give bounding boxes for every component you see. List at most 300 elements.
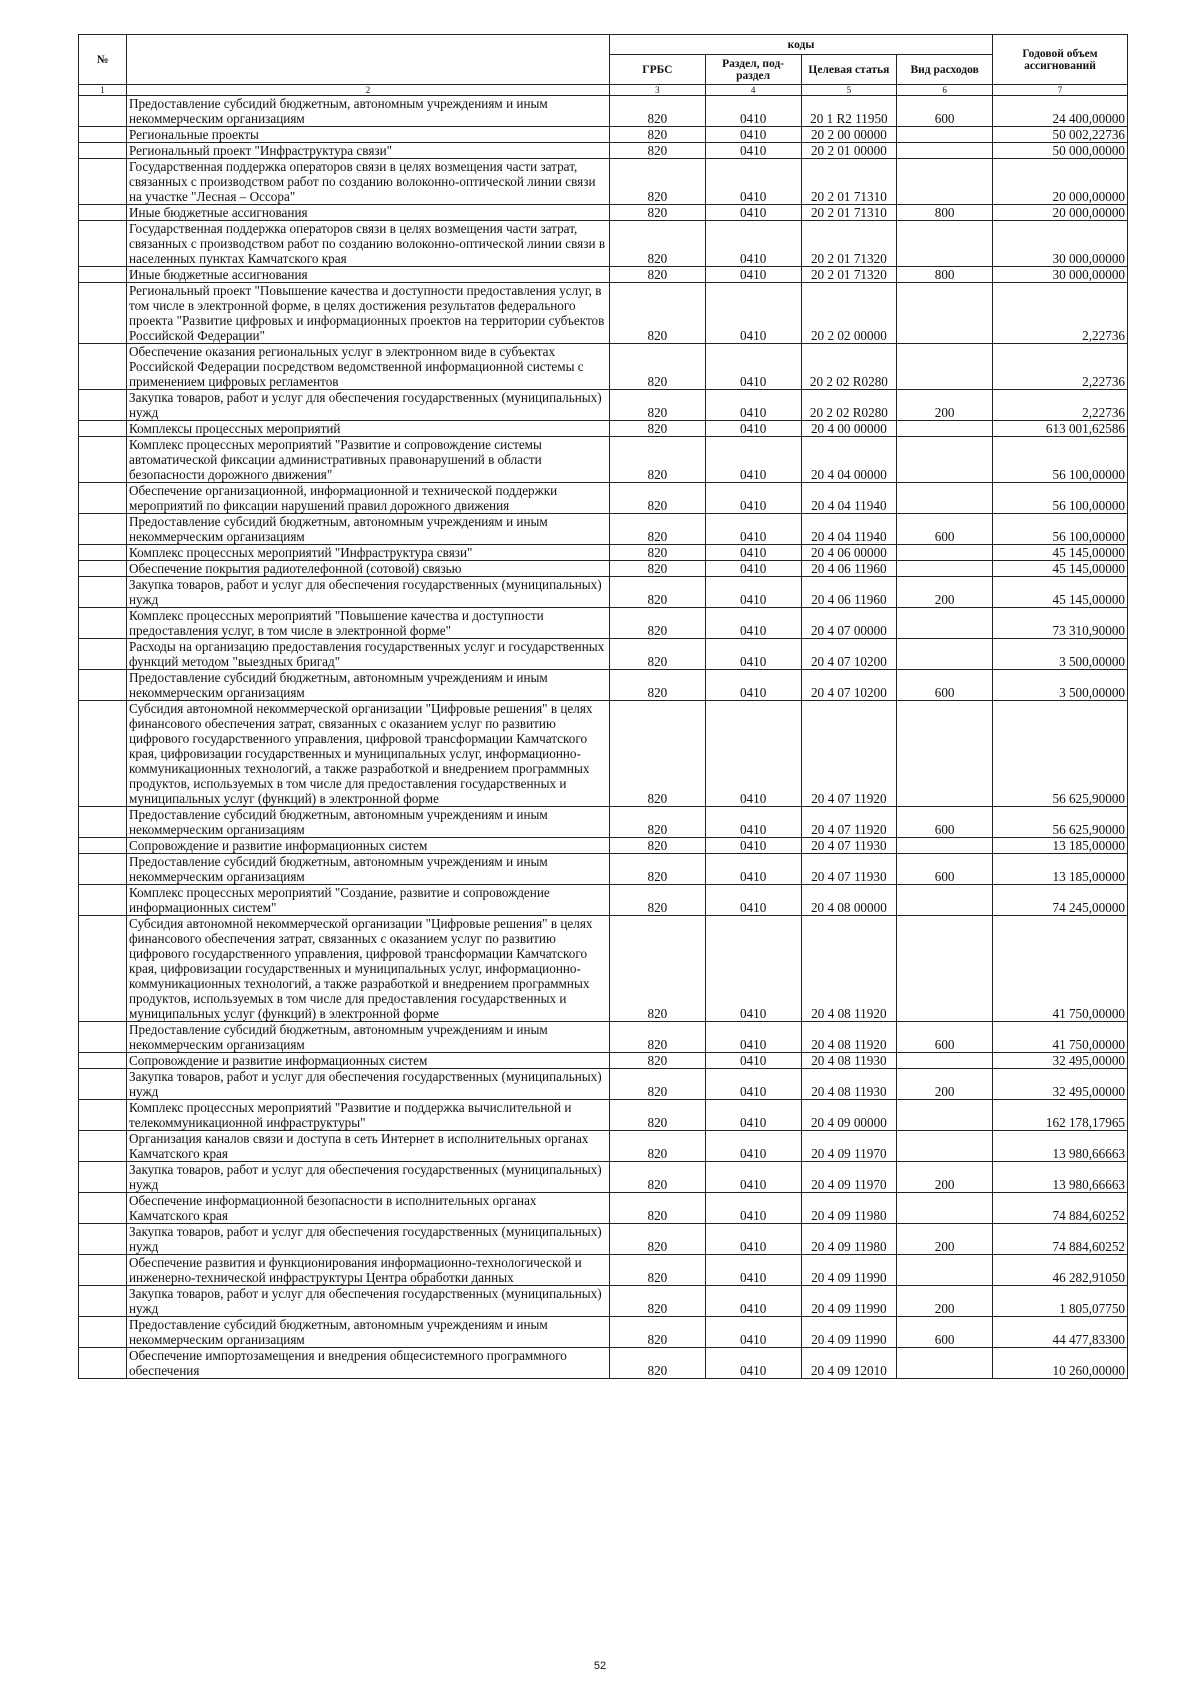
- table-row: [79, 1348, 1128, 1379]
- row-amount: 45 145,00000: [993, 545, 1128, 561]
- row-vid: 600: [897, 854, 993, 885]
- row-tselevaya: 20 2 01 71320: [801, 221, 897, 267]
- row-tselevaya: 20 4 09 00000: [801, 1100, 897, 1131]
- row-name: Иные бюджетные ассигнования: [127, 267, 610, 283]
- row-amount: 50 000,00000: [993, 143, 1128, 159]
- row-number-cell: [79, 437, 127, 483]
- table-row: [79, 885, 1128, 916]
- row-amount: 3 500,00000: [993, 639, 1128, 670]
- row-amount: 46 282,91050: [993, 1255, 1128, 1286]
- row-number-cell: [79, 127, 127, 143]
- row-tselevaya: 20 2 01 71310: [801, 205, 897, 221]
- row-grbs: 820: [610, 608, 706, 639]
- row-grbs: 820: [610, 221, 706, 267]
- row-grbs: 820: [610, 437, 706, 483]
- row-vid: 200: [897, 1224, 993, 1255]
- row-number-cell: [79, 885, 127, 916]
- row-name: Субсидия автономной некоммерческой организации "Цифровые решения" в целях финансового обеспечения затрат, связанных с оказанием услуг по развитию цифрового государственного управления, цифровой трансформации Камчатского края, цифровизации государственных и муниципальных услуг, информационно-коммуникационных технологий, а также разработкой и внедрением программных продуктов, используемых в том числе для предоставления государственных и муниципальных услуг (функций) в электронной форме: [127, 701, 610, 807]
- row-name: Закупка товаров, работ и услуг для обеспечения государственных (муниципальных) нужд: [127, 1162, 610, 1193]
- row-tselevaya: 20 2 01 71320: [801, 267, 897, 283]
- row-razdel: 0410: [705, 143, 801, 159]
- row-number-cell: [79, 701, 127, 807]
- row-grbs: 820: [610, 838, 706, 854]
- row-grbs: 820: [610, 143, 706, 159]
- row-razdel: 0410: [705, 96, 801, 127]
- row-number-cell: [79, 267, 127, 283]
- table-row: [79, 421, 1128, 437]
- row-vid: [897, 1193, 993, 1224]
- row-number-cell: [79, 205, 127, 221]
- table-row: [79, 344, 1128, 390]
- row-number-cell: [79, 344, 127, 390]
- table-row: [79, 127, 1128, 143]
- row-tselevaya: 20 4 07 11920: [801, 807, 897, 838]
- row-name: Иные бюджетные ассигнования: [127, 205, 610, 221]
- row-number-cell: [79, 1022, 127, 1053]
- row-number-cell: [79, 545, 127, 561]
- row-razdel: 0410: [705, 1224, 801, 1255]
- row-name: Комплексы процессных мероприятий: [127, 421, 610, 437]
- row-name: Комплекс процессных мероприятий "Повышение качества и доступности предоставления услуг, в том числе в электронной форме": [127, 608, 610, 639]
- row-amount: 56 100,00000: [993, 514, 1128, 545]
- table-row: [79, 143, 1128, 159]
- row-number-cell: [79, 1348, 127, 1379]
- row-tselevaya: 20 4 06 11960: [801, 577, 897, 608]
- row-name: Закупка товаров, работ и услуг для обеспечения государственных (муниципальных) нужд: [127, 1069, 610, 1100]
- row-grbs: 820: [610, 916, 706, 1022]
- row-grbs: 820: [610, 283, 706, 344]
- row-tselevaya: 20 1 R2 11950: [801, 96, 897, 127]
- row-tselevaya: 20 2 00 00000: [801, 127, 897, 143]
- row-name: Предоставление субсидий бюджетным, автономным учреждениям и иным некоммерческим организациям: [127, 1022, 610, 1053]
- row-vid: [897, 608, 993, 639]
- row-tselevaya: 20 4 09 11970: [801, 1162, 897, 1193]
- row-number-cell: [79, 421, 127, 437]
- row-amount: 74 884,60252: [993, 1193, 1128, 1224]
- row-tselevaya: 20 4 06 00000: [801, 545, 897, 561]
- colnum-3: 3: [610, 85, 706, 96]
- row-vid: [897, 437, 993, 483]
- table-row: [79, 807, 1128, 838]
- row-number-cell: [79, 159, 127, 205]
- colnum-6: 6: [897, 85, 993, 96]
- row-name: Обеспечение информационной безопасности в исполнительных органах Камчатского края: [127, 1193, 610, 1224]
- row-razdel: 0410: [705, 1100, 801, 1131]
- colnum-5: 5: [801, 85, 897, 96]
- colnum-7: 7: [993, 85, 1128, 96]
- row-amount: 74 245,00000: [993, 885, 1128, 916]
- row-grbs: 820: [610, 854, 706, 885]
- row-grbs: 820: [610, 885, 706, 916]
- table-row: [79, 1317, 1128, 1348]
- table-row: [79, 283, 1128, 344]
- row-grbs: 820: [610, 1348, 706, 1379]
- row-number-cell: [79, 143, 127, 159]
- row-amount: 13 185,00000: [993, 838, 1128, 854]
- row-razdel: 0410: [705, 205, 801, 221]
- row-razdel: 0410: [705, 267, 801, 283]
- row-amount: 13 980,66663: [993, 1162, 1128, 1193]
- row-vid: 200: [897, 1286, 993, 1317]
- row-grbs: 820: [610, 545, 706, 561]
- colnum-2: 2: [127, 85, 610, 96]
- row-name: Комплекс процессных мероприятий "Инфраструктура связи": [127, 545, 610, 561]
- row-tselevaya: 20 2 02 R0280: [801, 344, 897, 390]
- row-name: Закупка товаров, работ и услуг для обеспечения государственных (муниципальных) нужд: [127, 577, 610, 608]
- table-body: [79, 96, 1128, 1379]
- row-amount: 32 495,00000: [993, 1069, 1128, 1100]
- row-vid: 600: [897, 670, 993, 701]
- table-row: [79, 437, 1128, 483]
- row-number-cell: [79, 1224, 127, 1255]
- row-amount: 74 884,60252: [993, 1224, 1128, 1255]
- header-vid: Вид расходов: [897, 55, 993, 85]
- table-row: [79, 670, 1128, 701]
- table-row: [79, 205, 1128, 221]
- row-razdel: 0410: [705, 701, 801, 807]
- row-razdel: 0410: [705, 838, 801, 854]
- row-vid: 600: [897, 1317, 993, 1348]
- row-name: Предоставление субсидий бюджетным, автономным учреждениям и иным некоммерческим организациям: [127, 670, 610, 701]
- row-vid: [897, 221, 993, 267]
- row-grbs: 820: [610, 670, 706, 701]
- table-row: [79, 838, 1128, 854]
- table-row: [79, 96, 1128, 127]
- header-name: [127, 35, 610, 85]
- row-name: Обеспечение оказания региональных услуг в электронном виде в субъектах Российской Федерации посредством ведомственной информационной системы с применением цифровых регламентов: [127, 344, 610, 390]
- row-amount: 30 000,00000: [993, 267, 1128, 283]
- row-razdel: 0410: [705, 283, 801, 344]
- row-grbs: 820: [610, 344, 706, 390]
- row-vid: [897, 561, 993, 577]
- row-tselevaya: 20 4 09 11990: [801, 1255, 897, 1286]
- row-razdel: 0410: [705, 390, 801, 421]
- table-row: [79, 608, 1128, 639]
- row-amount: 20 000,00000: [993, 205, 1128, 221]
- row-tselevaya: 20 4 08 11930: [801, 1053, 897, 1069]
- header-no: №: [79, 35, 127, 85]
- row-razdel: 0410: [705, 127, 801, 143]
- row-vid: 600: [897, 96, 993, 127]
- row-grbs: 820: [610, 639, 706, 670]
- row-number-cell: [79, 1193, 127, 1224]
- row-name: Региональный проект "Инфраструктура связи": [127, 143, 610, 159]
- row-tselevaya: 20 4 07 10200: [801, 670, 897, 701]
- row-amount: 10 260,00000: [993, 1348, 1128, 1379]
- row-razdel: 0410: [705, 670, 801, 701]
- row-grbs: 820: [610, 701, 706, 807]
- row-name: Предоставление субсидий бюджетным, автономным учреждениям и иным некоммерческим организациям: [127, 1317, 610, 1348]
- row-grbs: 820: [610, 1053, 706, 1069]
- row-amount: 45 145,00000: [993, 577, 1128, 608]
- row-razdel: 0410: [705, 1193, 801, 1224]
- row-vid: 600: [897, 514, 993, 545]
- row-grbs: 820: [610, 1069, 706, 1100]
- row-razdel: 0410: [705, 1255, 801, 1286]
- header-razdel: Раздел, под-раздел: [705, 55, 801, 85]
- row-razdel: 0410: [705, 1162, 801, 1193]
- row-number-cell: [79, 1131, 127, 1162]
- row-number-cell: [79, 854, 127, 885]
- row-grbs: 820: [610, 483, 706, 514]
- row-vid: [897, 421, 993, 437]
- row-amount: 2,22736: [993, 344, 1128, 390]
- row-amount: 613 001,62586: [993, 421, 1128, 437]
- row-name: Комплекс процессных мероприятий "Создание, развитие и сопровождение информационных систем": [127, 885, 610, 916]
- row-razdel: 0410: [705, 1053, 801, 1069]
- row-grbs: 820: [610, 1162, 706, 1193]
- row-number-cell: [79, 639, 127, 670]
- table-row: [79, 916, 1128, 1022]
- page-number: 52: [593, 1660, 607, 1672]
- row-tselevaya: 20 4 00 00000: [801, 421, 897, 437]
- row-tselevaya: 20 4 09 11990: [801, 1317, 897, 1348]
- row-razdel: 0410: [705, 483, 801, 514]
- row-number-cell: [79, 838, 127, 854]
- row-razdel: 0410: [705, 159, 801, 205]
- row-grbs: 820: [610, 1224, 706, 1255]
- header-tselevaya: Целевая статья: [801, 55, 897, 85]
- row-grbs: 820: [610, 159, 706, 205]
- row-number-cell: [79, 221, 127, 267]
- row-name: Региональный проект "Повышение качества и доступности предоставления услуг, в том числе в электронной форме, в целях достижения результатов федерального проекта "Развитие цифровых и информационных проектов на территории субъектов Российской Федерации": [127, 283, 610, 344]
- row-number-cell: [79, 1317, 127, 1348]
- row-tselevaya: 20 4 07 10200: [801, 639, 897, 670]
- row-amount: 41 750,00000: [993, 1022, 1128, 1053]
- table-row: [79, 483, 1128, 514]
- row-tselevaya: 20 4 09 11970: [801, 1131, 897, 1162]
- row-grbs: 820: [610, 127, 706, 143]
- row-number-cell: [79, 561, 127, 577]
- row-number-cell: [79, 1286, 127, 1317]
- row-vid: [897, 1255, 993, 1286]
- row-number-cell: [79, 1255, 127, 1286]
- row-name: Субсидия автономной некоммерческой организации "Цифровые решения" в целях финансового обеспечения затрат, связанных с оказанием услуг по развитию цифрового государственного управления, цифровой трансформации Камчатского края, цифровизации государственных и муниципальных услуг, информационно-коммуникационных технологий, а также разработкой и внедрением программных продуктов, используемых в том числе для предоставления государственных и муниципальных услуг (функций) в электронной форме: [127, 916, 610, 1022]
- row-grbs: 820: [610, 1022, 706, 1053]
- row-tselevaya: 20 4 06 11960: [801, 561, 897, 577]
- row-tselevaya: 20 4 09 11980: [801, 1193, 897, 1224]
- row-amount: 41 750,00000: [993, 916, 1128, 1022]
- row-vid: [897, 283, 993, 344]
- row-vid: [897, 159, 993, 205]
- row-grbs: 820: [610, 421, 706, 437]
- row-amount: 1 805,07750: [993, 1286, 1128, 1317]
- row-tselevaya: 20 2 01 71310: [801, 159, 897, 205]
- row-grbs: 820: [610, 1255, 706, 1286]
- table-row: [79, 390, 1128, 421]
- table-row: [79, 1162, 1128, 1193]
- row-amount: 20 000,00000: [993, 159, 1128, 205]
- row-vid: [897, 1100, 993, 1131]
- row-number-cell: [79, 390, 127, 421]
- row-number-cell: [79, 577, 127, 608]
- row-number-cell: [79, 608, 127, 639]
- budget-table: [78, 34, 1128, 1379]
- table-row: [79, 159, 1128, 205]
- row-tselevaya: 20 4 09 11990: [801, 1286, 897, 1317]
- row-amount: 162 178,17965: [993, 1100, 1128, 1131]
- row-amount: 30 000,00000: [993, 221, 1128, 267]
- row-vid: [897, 1348, 993, 1379]
- table-row: [79, 1053, 1128, 1069]
- row-razdel: 0410: [705, 1069, 801, 1100]
- row-grbs: 820: [610, 514, 706, 545]
- row-tselevaya: 20 4 07 11920: [801, 701, 897, 807]
- row-grbs: 820: [610, 1317, 706, 1348]
- row-amount: 50 002,22736: [993, 127, 1128, 143]
- row-name: Сопровождение и развитие информационных систем: [127, 838, 610, 854]
- row-vid: 200: [897, 1069, 993, 1100]
- row-grbs: 820: [610, 1193, 706, 1224]
- row-tselevaya: 20 4 07 11930: [801, 854, 897, 885]
- row-name: Закупка товаров, работ и услуг для обеспечения государственных (муниципальных) нужд: [127, 1286, 610, 1317]
- row-razdel: 0410: [705, 807, 801, 838]
- row-name: Закупка товаров, работ и услуг для обеспечения государственных (муниципальных) нужд: [127, 390, 610, 421]
- row-name: Государственная поддержка операторов связи в целях возмещения части затрат, связанных с производством работ по созданию волоконно-оптической линии связи в населенных пунктах Камчатского края: [127, 221, 610, 267]
- table-row: [79, 561, 1128, 577]
- row-name: Предоставление субсидий бюджетным, автономным учреждениям и иным некоммерческим организациям: [127, 854, 610, 885]
- row-number-cell: [79, 1069, 127, 1100]
- row-tselevaya: 20 4 09 11980: [801, 1224, 897, 1255]
- row-vid: 600: [897, 807, 993, 838]
- row-number-cell: [79, 283, 127, 344]
- row-tselevaya: 20 2 02 R0280: [801, 390, 897, 421]
- row-tselevaya: 20 4 08 11920: [801, 1022, 897, 1053]
- row-name: Обеспечение покрытия радиотелефонной (сотовой) связью: [127, 561, 610, 577]
- row-name: Закупка товаров, работ и услуг для обеспечения государственных (муниципальных) нужд: [127, 1224, 610, 1255]
- row-vid: [897, 127, 993, 143]
- row-name: Расходы на организацию предоставления государственных услуг и государственных функций методом "выездных бригад": [127, 639, 610, 670]
- row-razdel: 0410: [705, 1131, 801, 1162]
- row-tselevaya: 20 4 09 12010: [801, 1348, 897, 1379]
- row-number-cell: [79, 1100, 127, 1131]
- table-row: [79, 514, 1128, 545]
- header-row-top: [79, 35, 1128, 55]
- row-razdel: 0410: [705, 437, 801, 483]
- row-razdel: 0410: [705, 221, 801, 267]
- row-razdel: 0410: [705, 577, 801, 608]
- row-amount: 13 185,00000: [993, 854, 1128, 885]
- table-row: [79, 221, 1128, 267]
- header-row-numbers: [79, 85, 1128, 96]
- table-row: [79, 1069, 1128, 1100]
- row-name: Обеспечение импортозамещения и внедрения общесистемного программного обеспечения: [127, 1348, 610, 1379]
- table-row: [79, 1100, 1128, 1131]
- row-amount: 56 100,00000: [993, 437, 1128, 483]
- row-grbs: 820: [610, 1131, 706, 1162]
- row-grbs: 820: [610, 390, 706, 421]
- row-number-cell: [79, 1053, 127, 1069]
- row-grbs: 820: [610, 1100, 706, 1131]
- colnum-1: 1: [79, 85, 127, 96]
- row-number-cell: [79, 96, 127, 127]
- row-name: Государственная поддержка операторов связи в целях возмещения части затрат, связанных с производством работ по созданию волоконно-оптической линии связи на участке "Лесная – Оссора": [127, 159, 610, 205]
- table-row: [79, 701, 1128, 807]
- header-amount: Годовой объем ассигнований: [993, 35, 1128, 85]
- row-tselevaya: 20 4 08 11930: [801, 1069, 897, 1100]
- row-vid: [897, 344, 993, 390]
- row-grbs: 820: [610, 561, 706, 577]
- row-number-cell: [79, 514, 127, 545]
- row-vid: [897, 838, 993, 854]
- row-amount: 56 625,90000: [993, 807, 1128, 838]
- row-amount: 3 500,00000: [993, 670, 1128, 701]
- row-razdel: 0410: [705, 1286, 801, 1317]
- row-amount: 13 980,66663: [993, 1131, 1128, 1162]
- row-number-cell: [79, 670, 127, 701]
- row-razdel: 0410: [705, 1317, 801, 1348]
- row-name: Обеспечение организационной, информационной и технической поддержки мероприятий по фиксации нарушений правил дорожного движения: [127, 483, 610, 514]
- row-vid: 200: [897, 1162, 993, 1193]
- row-amount: 44 477,83300: [993, 1317, 1128, 1348]
- table-row: [79, 545, 1128, 561]
- row-vid: 800: [897, 267, 993, 283]
- row-vid: 200: [897, 390, 993, 421]
- row-tselevaya: 20 4 07 11930: [801, 838, 897, 854]
- row-vid: [897, 1053, 993, 1069]
- row-amount: 32 495,00000: [993, 1053, 1128, 1069]
- row-tselevaya: 20 4 07 00000: [801, 608, 897, 639]
- row-vid: [897, 701, 993, 807]
- table-row: [79, 1286, 1128, 1317]
- row-razdel: 0410: [705, 916, 801, 1022]
- header-grbs: ГРБС: [610, 55, 706, 85]
- row-number-cell: [79, 483, 127, 514]
- row-vid: 600: [897, 1022, 993, 1053]
- row-razdel: 0410: [705, 639, 801, 670]
- row-razdel: 0410: [705, 1348, 801, 1379]
- row-razdel: 0410: [705, 561, 801, 577]
- row-razdel: 0410: [705, 608, 801, 639]
- table-row: [79, 1255, 1128, 1286]
- row-vid: [897, 639, 993, 670]
- row-razdel: 0410: [705, 545, 801, 561]
- table-row: [79, 1224, 1128, 1255]
- row-name: Предоставление субсидий бюджетным, автономным учреждениям и иным некоммерческим организациям: [127, 514, 610, 545]
- colnum-4: 4: [705, 85, 801, 96]
- table-row: [79, 1022, 1128, 1053]
- row-grbs: 820: [610, 807, 706, 838]
- row-vid: [897, 483, 993, 514]
- row-razdel: 0410: [705, 421, 801, 437]
- row-number-cell: [79, 916, 127, 1022]
- row-razdel: 0410: [705, 854, 801, 885]
- row-razdel: 0410: [705, 1022, 801, 1053]
- row-vid: [897, 143, 993, 159]
- row-name: Предоставление субсидий бюджетным, автономным учреждениям и иным некоммерческим организациям: [127, 96, 610, 127]
- row-vid: [897, 885, 993, 916]
- row-number-cell: [79, 807, 127, 838]
- row-name: Организация каналов связи и доступа в сеть Интернет в исполнительных органах Камчатского края: [127, 1131, 610, 1162]
- row-tselevaya: 20 4 08 11920: [801, 916, 897, 1022]
- row-amount: 24 400,00000: [993, 96, 1128, 127]
- row-amount: 2,22736: [993, 283, 1128, 344]
- row-amount: 56 625,90000: [993, 701, 1128, 807]
- row-tselevaya: 20 4 04 11940: [801, 514, 897, 545]
- table-row: [79, 1131, 1128, 1162]
- row-amount: 73 310,90000: [993, 608, 1128, 639]
- row-name: Региональные проекты: [127, 127, 610, 143]
- row-razdel: 0410: [705, 344, 801, 390]
- row-grbs: 820: [610, 1286, 706, 1317]
- table-row: [79, 267, 1128, 283]
- row-tselevaya: 20 2 01 00000: [801, 143, 897, 159]
- row-tselevaya: 20 4 04 00000: [801, 437, 897, 483]
- row-razdel: 0410: [705, 514, 801, 545]
- row-name: Комплекс процессных мероприятий "Развитие и сопровождение системы автоматической фиксации административных правонарушений в области безопасности дорожного движения": [127, 437, 610, 483]
- row-tselevaya: 20 2 02 00000: [801, 283, 897, 344]
- row-vid: [897, 545, 993, 561]
